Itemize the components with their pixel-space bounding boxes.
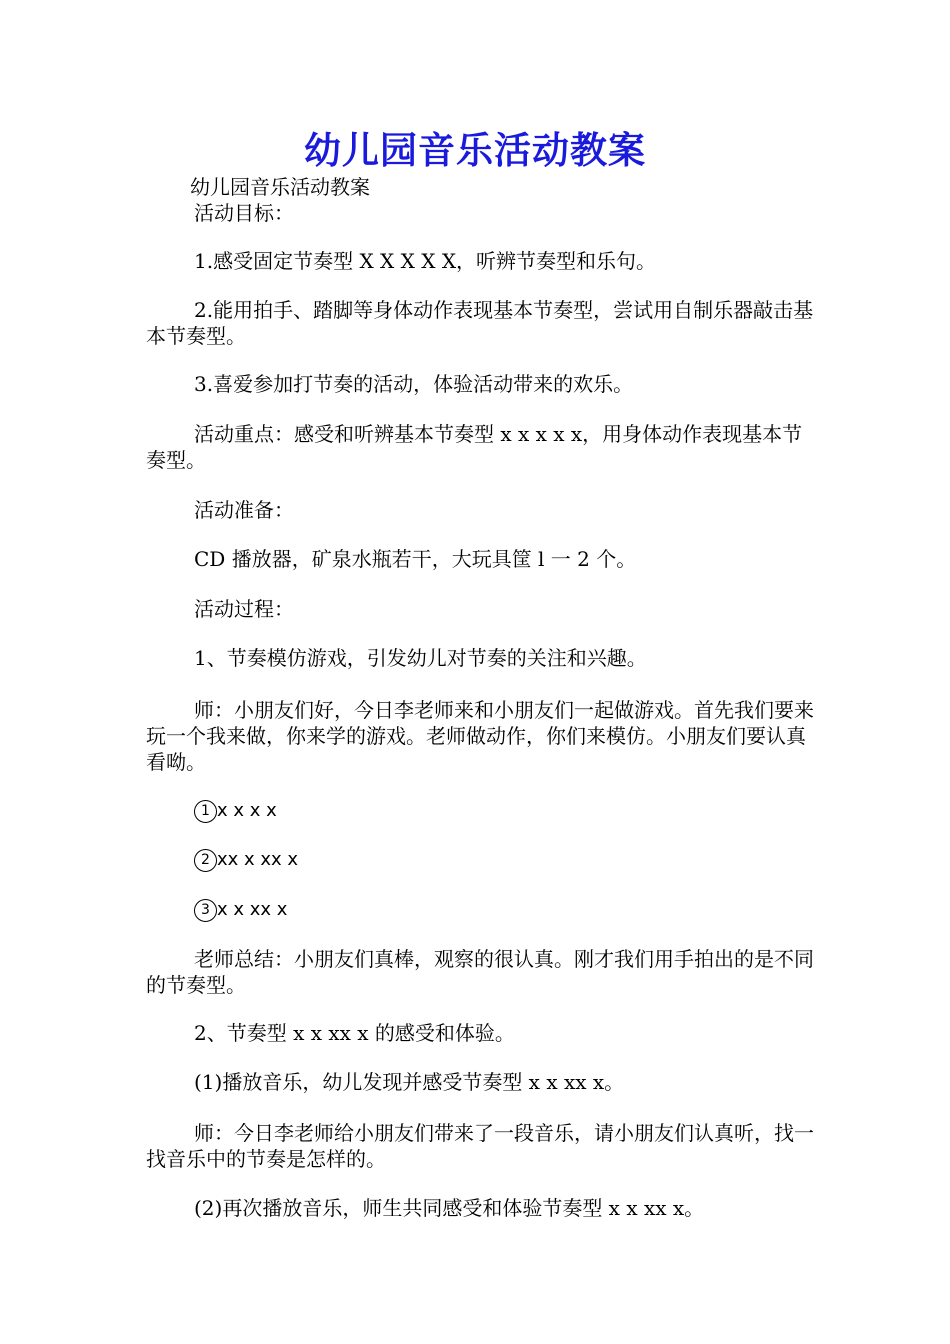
teacher-summary: 老师总结：小朋友们真棒，观察的很认真。刚才我们用手拍出的是不同的节奏型。 bbox=[146, 947, 814, 997]
rhythm-item-1 bbox=[146, 796, 816, 824]
prep-items: CD 播放器，矿泉水瓶若干，大玩具筐 l 一 2 个。 bbox=[194, 547, 637, 571]
rhythm-pattern-1: x x x x bbox=[217, 800, 277, 821]
document-title: 幼儿园音乐活动教案 bbox=[304, 128, 646, 172]
rhythm-pattern-2: xx x xx x bbox=[217, 849, 299, 870]
step-2: 2、节奏型 x x xx x 的感受和体验。 bbox=[194, 1021, 515, 1045]
goal-item-3: 3.喜爱参加打节奏的活动，体验活动带来的欢乐。 bbox=[194, 372, 634, 396]
activity-focus: 活动重点：感受和听辨基本节奏型 x x x x x，用身体动作表现基本节奏型。 bbox=[146, 422, 803, 472]
circled-number-1: 1 bbox=[194, 800, 217, 823]
rhythm-item-2 bbox=[146, 845, 816, 873]
circled-number-3: 3 bbox=[194, 899, 217, 922]
goal-heading: 活动目标： bbox=[194, 201, 294, 225]
step-2-part-2: (2)再次播放音乐，师生共同感受和体验节奏型 x x xx x。 bbox=[194, 1196, 705, 1220]
rhythm-pattern-3: x x xx x bbox=[217, 899, 288, 920]
teacher-dialogue-2: 师：今日李老师给小朋友们带来了一段音乐，请小朋友们认真听，找一找音乐中的节奏是怎样的。 bbox=[146, 1121, 814, 1171]
goal-item-1: 1.感受固定节奏型 X X X X X，听辨节奏型和乐句。 bbox=[194, 249, 657, 273]
step-2-part-1: (1)播放音乐，幼儿发现并感受节奏型 x x xx x。 bbox=[194, 1070, 625, 1094]
prep-heading: 活动准备： bbox=[194, 498, 294, 522]
process-heading: 活动过程： bbox=[194, 597, 294, 621]
teacher-dialogue-1: 师：小朋友们好，今日李老师来和小朋友们一起做游戏。首先我们要来玩一个我来做，你来学的游戏。老师做动作，你们来模仿。小朋友们要认真看呦。 bbox=[146, 698, 814, 774]
document-subtitle: 幼儿园音乐活动教案 bbox=[190, 175, 370, 199]
circled-number-2: 2 bbox=[194, 849, 217, 872]
rhythm-item-3 bbox=[146, 895, 816, 923]
step-1: 1、节奏模仿游戏，引发幼儿对节奏的关注和兴趣。 bbox=[194, 646, 647, 670]
goal-item-2: 2.能用拍手、踏脚等身体动作表现基本节奏型，尝试用自制乐器敲击基本节奏型。 bbox=[146, 298, 814, 348]
